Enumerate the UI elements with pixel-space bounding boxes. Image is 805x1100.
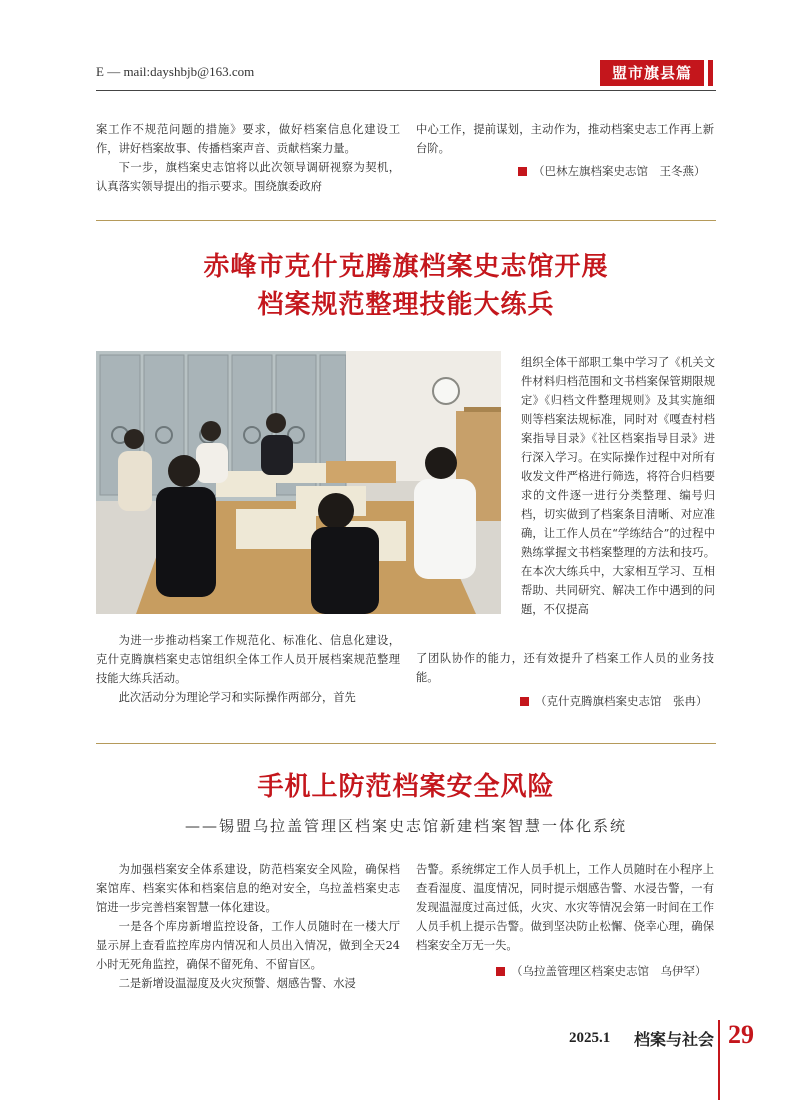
article1-left-para2: 此次活动分为理论学习和实际操作两部分，首先: [118, 691, 356, 704]
article0-right-para: 中心工作，提前谋划，主动作为，推动档案史志工作再上新台阶。: [416, 123, 714, 155]
section-tag: 盟市旗县篇: [600, 60, 704, 86]
article2-right-para: 告警。系统绑定工作人员手机上，工作人员随时在小程序上查看湿度、温度情况，同时提示烟感告警、水浸告警，一有发现温湿度过高过低，火灾、水灾等情况会第一时间在工作人员手机上提示告警。做到坚决防止松懈、侥幸心理，确保档案安全万无一失。: [416, 863, 714, 952]
credit-square-icon: [520, 697, 529, 706]
article1-right-text: 组织全体干部职工集中学习了《机关文件材料归档范围和文书档案保管期限规定》《归档文件整理规则》及其实施细则等档案法规标准，同时对《嘎查村档案指导目录》《社区档案指导目录》进行深入学习。在实际操作过程中对所有收发文件严格进行筛选，将符合归档要求的文件逐一进行分类整理、编号归档，切实做到了档案条目清晰、对应准确，让工作人员在“学练结合”的过程中熟练掌握文书档案整理的方法和技巧。在本次大练兵中，大家相互学习、互相帮助、共同研究、解决工作中遇到的问题，不仅提高: [521, 356, 715, 616]
article1-title-line1: 赤峰市克什克腾旗档案史志馆开展: [203, 252, 609, 282]
article2-right-column: [416, 860, 714, 955]
credit-square-icon: [518, 167, 527, 176]
article0-left-column: [96, 120, 400, 196]
divider-rule-2: [96, 743, 716, 744]
article1-photo: [96, 351, 501, 614]
article2-subtitle: ——锡盟乌拉盖管理区档案史志馆新建档案智慧一体化系统: [184, 817, 627, 835]
credit-square-icon: [496, 967, 505, 976]
article1-right-tail: [416, 649, 714, 687]
issue-date: 2025.1: [569, 1030, 611, 1046]
article2-left-para2: 一是各个库房新增监控设备，工作人员随时在一楼大厅显示屏上查看监控库房内情况和人员出入情况，做到全天24小时无死角监控，确保不留死角、不留盲区。: [96, 920, 400, 971]
article2-left-para3: 二是新增设温湿度及火灾预警、烟感告警、水浸: [118, 977, 356, 990]
article0-left-para1: 案工作不规范问题的措施》要求，做好档案信息化建设工作，讲好档案故事、传播档案声音、贡献档案力量。: [96, 123, 400, 155]
header-email: E — mail:dayshbjb@163.com: [96, 64, 255, 79]
page-number-rule: [718, 1020, 720, 1100]
section-tag-bar: [708, 60, 713, 86]
article1-credit-text: （克什克腾旗档案史志馆 张冉）: [535, 694, 708, 708]
article2-left-column: [96, 860, 400, 993]
magazine-logo: 档案与社会: [634, 1030, 715, 1049]
article0-credit: [518, 163, 706, 179]
article1-right-tail-text: 了团队协作的能力，还有效提升了档案工作人员的业务技能。: [416, 652, 714, 684]
article0-left-para2: 下一步，旗档案史志馆将以此次领导调研视察为契机，认真落实领导提出的指示要求。围绕旗委政府: [96, 161, 400, 193]
article0-right-column: [416, 120, 714, 158]
article1-credit: [520, 693, 708, 709]
article0-credit-text: （巴林左旗档案史志馆 王冬燕）: [533, 164, 706, 178]
article1-right-column: [521, 353, 715, 619]
article2-credit: [496, 963, 707, 979]
article2-left-para1: 为加强档案安全体系建设，防范档案安全风险，确保档案馆库、档案实体和档案信息的绝对安全，乌拉盖档案史志馆进一步完善档案智慧一体化建设。: [96, 863, 400, 914]
article1-left-column: [96, 631, 400, 707]
header-rule: [96, 90, 716, 91]
page-number: 29: [728, 1020, 754, 1049]
article2-credit-text: （乌拉盖管理区档案史志馆 乌伊罕）: [511, 964, 707, 978]
article2-title: 手机上防范档案安全风险: [257, 772, 555, 802]
article1-title-line2: 档案规范整理技能大练兵: [257, 290, 555, 320]
divider-rule-1: [96, 220, 716, 221]
article1-left-para1: 为进一步推动档案工作规范化、标准化、信息化建设，克什克腾旗档案史志馆组织全体工作人员开展档案规范整理技能大练兵活动。: [96, 634, 400, 685]
